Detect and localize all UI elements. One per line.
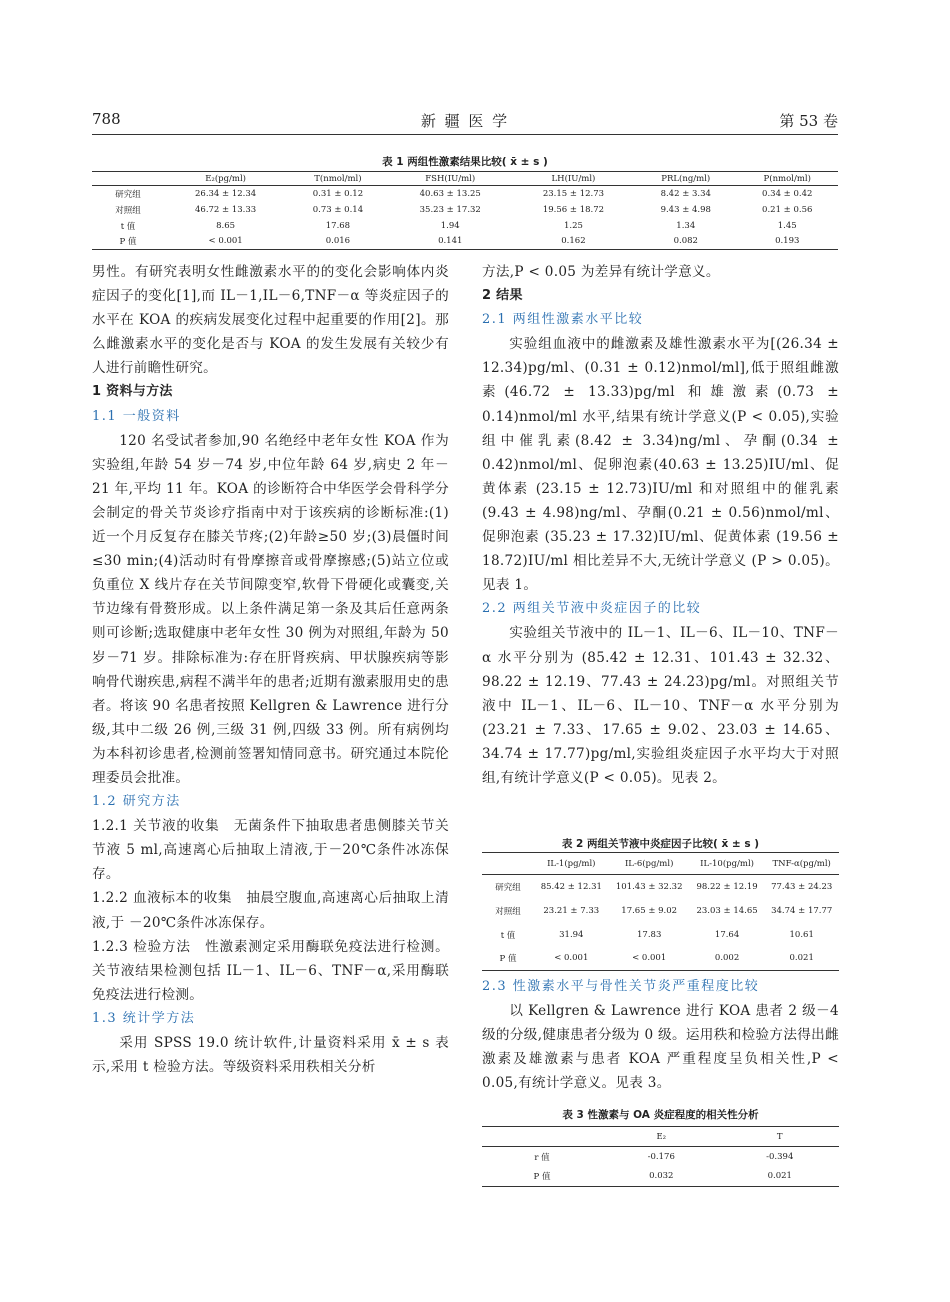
table1-cell: 1.45 [777, 220, 797, 231]
table1-cell: 35.23 ± 17.32 [419, 204, 481, 215]
table3-header-cell: E₂ [656, 1131, 667, 1142]
table1-caption: 表 1 两组性激素结果比较( x̄ ± s ) [382, 156, 548, 168]
table1-cell: 0.162 [561, 236, 586, 247]
table1-header-cell: LH(IU/ml) [551, 173, 596, 184]
table2-cell: 98.22 ± 12.19 [696, 881, 758, 892]
table2-row [482, 947, 839, 971]
table1-cell: P 值 [119, 237, 137, 248]
paragraph-1-2-2: 1.2.2 血液标本的收集 抽晨空腹血,高速离心后抽取上清液,于 －20℃条件冰冻保存。 [92, 890, 449, 931]
section-2-heading: 2 结果 [482, 288, 523, 304]
table1-cell: 0.73 ± 0.14 [312, 204, 364, 215]
section-1-3-heading: 1.3 统计学方法 [92, 1010, 196, 1026]
section-2-1-heading: 2.1 两组性激素水平比较 [482, 312, 644, 328]
table3-cell: 0.021 [767, 1171, 792, 1182]
table1-cell: 1.94 [440, 220, 460, 231]
table1-cell: < 0.001 [208, 236, 243, 247]
table2-row [482, 875, 839, 899]
table3-cell: P 值 [533, 1172, 551, 1183]
table2-cell: 31.94 [559, 929, 584, 940]
table1-header-cell: T(nmol/ml) [314, 173, 362, 184]
table2-cell: 17.65 ± 9.02 [621, 905, 678, 916]
table2-cell: 23.03 ± 14.65 [696, 905, 758, 916]
left-column [92, 260, 449, 1079]
table2-caption: 表 2 两组关节液中炎症因子比较( x̄ ± s ) [561, 838, 760, 850]
right-column [482, 260, 839, 790]
table1-cell: 26.34 ± 12.34 [195, 188, 257, 199]
table1-cell: 23.15 ± 12.73 [542, 188, 605, 199]
table1-cell: 对照组 [115, 205, 141, 216]
table1-cell: t 值 [120, 221, 136, 232]
intro-paragraph: 男性。有研究表明女性雌激素水平的的变化会影响体内炎症因子的变化[1],而 IL－1,IL－6,TNF－α 等炎症因子的水平在 KOA 的疾病发展变化过程中起重要的作用[2]。那么雌激素水平的变化是否与 KOA 的发生发展有关较少有人进行前瞻性研究。 [92, 264, 449, 377]
table1-row [92, 186, 838, 202]
table1-cell: 0.31 ± 0.12 [312, 188, 364, 199]
correlation-result-paragraph: 以 Kellgren & Lawrence 进行 KOA 患者 2 级－4 级的分级,健康患者分级为 0 级。运用秩和检验方法得出雌激素及雄激素与患者 KOA 严重程度呈负相关性,P < 0.05,有统计学意义。见表 3。 [482, 1003, 839, 1092]
table3-cell: -0.394 [766, 1151, 794, 1162]
table2-cell: 17.64 [714, 929, 740, 940]
table1-header-cell [92, 172, 164, 186]
table2-cell: 101.43 ± 32.32 [615, 881, 683, 892]
table2-header-cell: TNF-α(pg/ml) [772, 858, 831, 869]
table1-cell: 19.56 ± 18.72 [542, 204, 605, 215]
table1-row [92, 202, 838, 218]
table2-cell: 23.21 ± 7.33 [543, 905, 600, 916]
table1-cell: 40.63 ± 13.25 [419, 188, 481, 199]
table2-cell: 对照组 [495, 906, 521, 917]
table1-cell: 0.21 ± 0.56 [762, 204, 813, 215]
table1-header-cell: P(nmol/ml) [763, 173, 811, 184]
section-2-2-heading: 2.2 两组关节液中炎症因子的比较 [482, 601, 702, 617]
table2-cell: 85.42 ± 12.31 [540, 881, 602, 892]
paragraph-1-2-3: 1.2.3 检验方法 性激素测定采用酶联免疫法进行检测。关节液结果检测包括 IL－1、IL－6、TNF－α,采用酶联免疫法进行检测。 [92, 938, 449, 1003]
table1-row [92, 218, 838, 234]
table1-header-cell: PRL(ng/ml) [661, 173, 711, 184]
table3-cell: -0.176 [647, 1151, 675, 1162]
table1-row [92, 234, 838, 250]
table1-cell: 1.34 [676, 220, 696, 231]
table2-cell: 0.002 [714, 953, 740, 964]
table3-cell: r 值 [534, 1152, 550, 1163]
section-1-1-heading: 1.1 一般资料 [92, 408, 181, 424]
table2-cell: 0.021 [789, 953, 814, 964]
table1-header-cell: E₂(pg/ml) [205, 173, 246, 184]
table3-header-cell [482, 1127, 602, 1147]
table3-row [482, 1147, 839, 1167]
table1-cell: 0.082 [673, 236, 698, 247]
table2-cell: P 值 [499, 954, 517, 965]
right-column-lower [482, 975, 839, 1095]
table2-cell: 10.61 [789, 929, 814, 940]
table2-header-cell [482, 853, 534, 875]
table1-cell: 0.016 [325, 236, 351, 247]
table2-cell: < 0.001 [632, 953, 667, 964]
table1-header-cell: FSH(IU/ml) [425, 173, 476, 184]
table1-cell: 0.193 [775, 236, 800, 247]
table2-cell: 17.83 [637, 929, 662, 940]
general-data-paragraph: 120 名受试者参加,90 名绝经中老年女性 KOA 作为实验组,年龄 54 岁－74 岁,中位年龄 64 岁,病史 2 年－21 年,平均 11 年。KOA 的诊断符合中华医学会骨科学分会制定的骨关节炎诊疗指南中对于该疾病的诊断标准:(1) 近一个月反复存在膝关节疼;(2)年龄≥50 岁;(3)晨僵时间≤30 min;(4)活动时有骨摩擦音或骨摩擦感;(5)站立位或负重位 X 线片存在关节间隙变窄,软骨下骨硬化或囊变,关节边缘有骨赘形成。以上条件满足第一条及其后任意两条则可诊断;选取健康中老年女性 30 例为对照组,年龄为 50 岁－71 岁。排除标准为:存在肝肾疾病、甲状腺疾病等影响骨代谢疾患,病程不满半年的患者;近期有激素服用史的患者。将该 90 名患者按照 Kellgren & Lawrence 进行分级,其中二级 26 例,三级 31 例,四级 33 例。所有病例均为本科初诊患者,检测前签署知情同意书。研究通过本院伦理委员会批准。 [92, 432, 449, 786]
table1-cell: 0.141 [438, 236, 463, 247]
paragraph-1-2-1: 1.2.1 关节液的收集 无菌条件下抽取患者患侧膝关节关节液 5 ml,高速离心后抽取上清液,于－20℃条件冰冻保存。 [92, 818, 449, 883]
continued-paragraph: 方法,P < 0.05 为差异有统计学意义。 [482, 264, 720, 280]
page-number: 788 [92, 110, 121, 128]
hormone-result-paragraph: 实验组血液中的雌激素及雄性激素水平为[(26.34 ± 12.34)pg/ml、(0.31 ± 0.12)nmol/ml],低于照组雌激素(46.72 ± 13.33)pg/ml 和雄激素(0.73 ± 0.14)nmol/ml 水平,结果有统计学意义(P < 0.05),实验组中催乳素(8.42 ± 3.34)ng/ml、孕酮(0.34 ± 0.42)nmol/ml、促卵泡素(40.63 ± 13.25)IU/ml、促黄体素 (23.15 ± 12.73)IU/ml 和对照组中的催乳素(9.43 ± 4.98)ng/ml、孕酮(0.21 ± 0.56)nmol/ml、促卵泡素 (35.23 ± 17.32)IU/ml、促黄体素 (19.56 ± 18.72)IU/ml 相比差异不大,无统计学意义 (P > 0.05)。见表 1。 [482, 336, 839, 594]
journal-title: 新 疆 医 学 [420, 112, 510, 130]
header-rule [92, 134, 838, 135]
table2-cell: 研究组 [495, 882, 521, 893]
section-1-2-heading: 1.2 研究方法 [92, 794, 181, 810]
table1-cell: 8.65 [216, 220, 236, 231]
table1-cell: 17.68 [325, 220, 351, 231]
table3-header-cell: T [776, 1131, 783, 1142]
inflammation-result-paragraph: 实验组关节液中的 IL－1、IL－6、IL－10、TNF－α 水平分别为 (85.42 ± 12.31、101.43 ± 32.32、98.22 ± 12.19、77.43 ± 24.23)pg/ml。对照组关节液中 IL－1、IL－6、IL－10、TNF－α 水平分别为 (23.21 ± 7.33、17.65 ± 9.02、23.03 ± 14.65、34.74 ± 17.77)pg/ml,实验组炎症因子水平均大于对照组,有统计学意义(P < 0.05)。见表 2。 [482, 625, 839, 786]
table1-cell: 研究组 [115, 189, 141, 200]
table2-row [482, 923, 839, 947]
volume-label: 第 53 卷 [779, 112, 838, 130]
table2-cell: < 0.001 [554, 953, 589, 964]
table1 [92, 171, 838, 250]
table1-cell: 9.43 ± 4.98 [660, 204, 711, 215]
table2-row [482, 899, 839, 923]
table3-row [482, 1167, 839, 1187]
section-1-heading: 1 资料与方法 [92, 384, 173, 400]
table2-cell: 77.43 ± 24.23 [771, 881, 833, 892]
table2 [482, 852, 839, 971]
table2-cell: 34.74 ± 17.77 [771, 905, 833, 916]
table2-header-cell: IL-6(pg/ml) [624, 858, 674, 869]
statistics-paragraph: 采用 SPSS 19.0 统计软件,计量资料采用 x̄ ± s 表示,采用 t 检验方法。等级资料采用秩相关分析 [92, 1035, 449, 1076]
table3-cell: 0.032 [649, 1171, 674, 1182]
table1-cell: 46.72 ± 13.33 [195, 204, 257, 215]
table2-cell: t 值 [500, 930, 516, 941]
table3-caption: 表 3 性激素与 OA 炎症程度的相关性分析 [562, 1109, 759, 1121]
table1-cell: 8.42 ± 3.34 [660, 188, 711, 199]
table3 [482, 1126, 839, 1187]
table1-cell: 1.25 [563, 220, 583, 231]
table1-cell: 0.34 ± 0.42 [762, 188, 813, 199]
table2-header-cell: IL-10(pg/ml) [700, 858, 754, 869]
section-2-3-heading: 2.3 性激素水平与骨性关节炎严重程度比较 [482, 979, 760, 994]
table2-header-cell: IL-1(pg/ml) [547, 858, 596, 869]
